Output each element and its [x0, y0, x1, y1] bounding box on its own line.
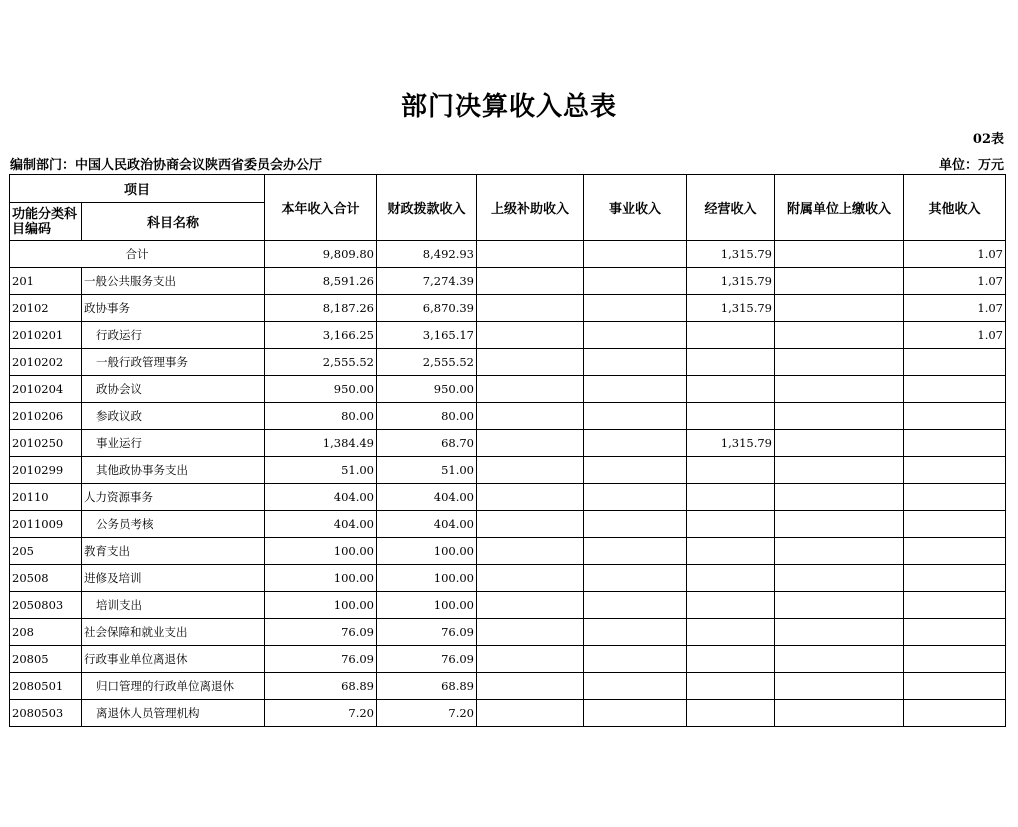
header-operating: 经营收入 — [687, 175, 775, 241]
row-other — [904, 565, 1006, 592]
table-row — [10, 700, 1006, 727]
row-affiliated — [775, 268, 904, 295]
header-name: 科目名称 — [82, 203, 265, 241]
row-code: 2010204 — [10, 376, 82, 403]
row-affiliated — [775, 592, 904, 619]
row-affiliated — [775, 538, 904, 565]
table-row — [10, 511, 1006, 538]
row-fiscal: 3,165.17 — [377, 322, 477, 349]
row-total: 100.00 — [265, 538, 377, 565]
row-name: 其他政协事务支出 — [82, 457, 265, 484]
total-superior — [477, 241, 584, 268]
table-row — [10, 565, 1006, 592]
row-fiscal: 2,555.52 — [377, 349, 477, 376]
row-affiliated — [775, 376, 904, 403]
row-affiliated — [775, 673, 904, 700]
row-total: 76.09 — [265, 619, 377, 646]
row-operating — [687, 538, 775, 565]
row-affiliated — [775, 619, 904, 646]
page-title: 部门决算收入总表 — [400, 92, 617, 122]
row-operating — [687, 673, 775, 700]
row-affiliated — [775, 646, 904, 673]
row-other — [904, 538, 1006, 565]
table-row — [10, 619, 1006, 646]
total-fiscal: 8,492.93 — [377, 241, 477, 268]
row-name: 事业运行 — [82, 430, 265, 457]
row-name: 离退休人员管理机构 — [82, 700, 265, 727]
row-operating — [687, 403, 775, 430]
row-business — [584, 673, 687, 700]
row-other — [904, 673, 1006, 700]
row-total: 2,555.52 — [265, 349, 377, 376]
row-code: 20102 — [10, 295, 82, 322]
total-total: 9,809.80 — [265, 241, 377, 268]
row-superior — [477, 511, 584, 538]
row-affiliated — [775, 700, 904, 727]
row-name: 人力资源事务 — [82, 484, 265, 511]
header-affiliated: 附属单位上缴收入 — [775, 175, 904, 241]
row-business — [584, 619, 687, 646]
row-total: 7.20 — [265, 700, 377, 727]
row-superior — [477, 322, 584, 349]
row-fiscal: 100.00 — [377, 592, 477, 619]
table-row — [10, 646, 1006, 673]
total-label: 合计 — [10, 241, 265, 268]
compiling-department: 编制部门：中国人民政治协商会议陕西省委员会办公厅 — [10, 158, 323, 173]
row-affiliated — [775, 511, 904, 538]
row-other — [904, 430, 1006, 457]
row-code: 201 — [10, 268, 82, 295]
table-row — [10, 457, 1006, 484]
row-name: 公务员考核 — [82, 511, 265, 538]
row-total: 80.00 — [265, 403, 377, 430]
row-fiscal: 76.09 — [377, 646, 477, 673]
row-code: 2080503 — [10, 700, 82, 727]
row-operating — [687, 646, 775, 673]
row-code: 20805 — [10, 646, 82, 673]
row-operating — [687, 322, 775, 349]
row-code: 2080501 — [10, 673, 82, 700]
row-name: 一般行政管理事务 — [82, 349, 265, 376]
row-other — [904, 592, 1006, 619]
total-affiliated — [775, 241, 904, 268]
row-affiliated — [775, 322, 904, 349]
row-superior — [477, 376, 584, 403]
row-fiscal: 68.89 — [377, 673, 477, 700]
row-fiscal: 6,870.39 — [377, 295, 477, 322]
row-name: 政协会议 — [82, 376, 265, 403]
table-row — [10, 268, 1006, 295]
row-business — [584, 403, 687, 430]
row-operating: 1,315.79 — [687, 430, 775, 457]
row-name: 行政事业单位离退休 — [82, 646, 265, 673]
table-number: 02表 — [972, 132, 1004, 147]
row-name: 行政运行 — [82, 322, 265, 349]
row-superior — [477, 592, 584, 619]
row-fiscal: 51.00 — [377, 457, 477, 484]
row-superior — [477, 565, 584, 592]
row-superior — [477, 295, 584, 322]
row-superior — [477, 349, 584, 376]
row-total: 8,187.26 — [265, 295, 377, 322]
row-business — [584, 484, 687, 511]
row-code: 2010299 — [10, 457, 82, 484]
row-superior — [477, 700, 584, 727]
row-superior — [477, 430, 584, 457]
income-summary-table — [9, 174, 1006, 727]
table-row — [10, 538, 1006, 565]
header-fiscal: 财政拨款收入 — [377, 175, 477, 241]
row-name: 一般公共服务支出 — [82, 268, 265, 295]
total-other: 1.07 — [904, 241, 1006, 268]
row-operating — [687, 619, 775, 646]
table-row — [10, 403, 1006, 430]
row-code: 2010202 — [10, 349, 82, 376]
row-code: 2010206 — [10, 403, 82, 430]
row-business — [584, 322, 687, 349]
row-affiliated — [775, 484, 904, 511]
header-total: 本年收入合计 — [265, 175, 377, 241]
row-fiscal: 100.00 — [377, 565, 477, 592]
row-code: 20508 — [10, 565, 82, 592]
table-row — [10, 349, 1006, 376]
row-total: 404.00 — [265, 484, 377, 511]
row-name: 进修及培训 — [82, 565, 265, 592]
row-business — [584, 376, 687, 403]
row-other — [904, 484, 1006, 511]
row-operating: 1,315.79 — [687, 268, 775, 295]
row-other: 1.07 — [904, 295, 1006, 322]
row-fiscal: 68.70 — [377, 430, 477, 457]
row-total: 100.00 — [265, 565, 377, 592]
row-operating — [687, 511, 775, 538]
row-operating: 1,315.79 — [687, 295, 775, 322]
row-code: 205 — [10, 538, 82, 565]
row-business — [584, 538, 687, 565]
row-superior — [477, 457, 584, 484]
row-name: 参政议政 — [82, 403, 265, 430]
unit-label: 单位：万元 — [938, 158, 1004, 173]
row-total: 3,166.25 — [265, 322, 377, 349]
row-total: 8,591.26 — [265, 268, 377, 295]
row-other — [904, 457, 1006, 484]
row-other — [904, 376, 1006, 403]
row-name: 教育支出 — [82, 538, 265, 565]
row-name: 社会保障和就业支出 — [82, 619, 265, 646]
total-business — [584, 241, 687, 268]
row-business — [584, 295, 687, 322]
row-operating — [687, 457, 775, 484]
header-code: 功能分类科目编码 — [10, 203, 82, 241]
header-other: 其他收入 — [904, 175, 1006, 241]
row-other — [904, 646, 1006, 673]
row-fiscal: 950.00 — [377, 376, 477, 403]
row-other — [904, 619, 1006, 646]
row-operating — [687, 592, 775, 619]
row-business — [584, 457, 687, 484]
table-row — [10, 484, 1006, 511]
row-total: 404.00 — [265, 511, 377, 538]
row-affiliated — [775, 457, 904, 484]
header-business: 事业收入 — [584, 175, 687, 241]
table-row — [10, 592, 1006, 619]
row-code: 20110 — [10, 484, 82, 511]
row-business — [584, 511, 687, 538]
row-affiliated — [775, 430, 904, 457]
row-code: 208 — [10, 619, 82, 646]
row-other: 1.07 — [904, 322, 1006, 349]
row-superior — [477, 646, 584, 673]
row-business — [584, 268, 687, 295]
row-fiscal: 7.20 — [377, 700, 477, 727]
row-fiscal: 404.00 — [377, 484, 477, 511]
row-fiscal: 7,274.39 — [377, 268, 477, 295]
row-affiliated — [775, 403, 904, 430]
row-operating — [687, 700, 775, 727]
header-superior: 上级补助收入 — [477, 175, 584, 241]
header-item: 项目 — [10, 175, 265, 203]
row-total: 68.89 — [265, 673, 377, 700]
row-code: 2010250 — [10, 430, 82, 457]
row-total: 76.09 — [265, 646, 377, 673]
row-superior — [477, 403, 584, 430]
row-code: 2011009 — [10, 511, 82, 538]
row-fiscal: 80.00 — [377, 403, 477, 430]
row-total: 1,384.49 — [265, 430, 377, 457]
row-other — [904, 403, 1006, 430]
table-row — [10, 322, 1006, 349]
row-other — [904, 349, 1006, 376]
row-business — [584, 646, 687, 673]
row-operating — [687, 376, 775, 403]
table-row — [10, 673, 1006, 700]
row-other — [904, 511, 1006, 538]
row-other — [904, 700, 1006, 727]
row-fiscal: 404.00 — [377, 511, 477, 538]
row-fiscal: 100.00 — [377, 538, 477, 565]
row-name: 政协事务 — [82, 295, 265, 322]
row-superior — [477, 619, 584, 646]
row-affiliated — [775, 349, 904, 376]
row-total: 51.00 — [265, 457, 377, 484]
row-operating — [687, 565, 775, 592]
row-superior — [477, 673, 584, 700]
row-affiliated — [775, 295, 904, 322]
row-operating — [687, 484, 775, 511]
row-total: 950.00 — [265, 376, 377, 403]
total-operating: 1,315.79 — [687, 241, 775, 268]
row-name: 培训支出 — [82, 592, 265, 619]
row-name: 归口管理的行政单位离退休 — [82, 673, 265, 700]
row-code: 2050803 — [10, 592, 82, 619]
row-total: 100.00 — [265, 592, 377, 619]
row-superior — [477, 268, 584, 295]
row-operating — [687, 349, 775, 376]
table-row — [10, 295, 1006, 322]
row-business — [584, 592, 687, 619]
row-superior — [477, 484, 584, 511]
table-row — [10, 376, 1006, 403]
row-business — [584, 700, 687, 727]
row-business — [584, 565, 687, 592]
total-row — [10, 241, 1006, 268]
row-business — [584, 349, 687, 376]
row-business — [584, 430, 687, 457]
row-fiscal: 76.09 — [377, 619, 477, 646]
table-row — [10, 430, 1006, 457]
row-other: 1.07 — [904, 268, 1006, 295]
row-superior — [477, 538, 584, 565]
row-affiliated — [775, 565, 904, 592]
row-code: 2010201 — [10, 322, 82, 349]
